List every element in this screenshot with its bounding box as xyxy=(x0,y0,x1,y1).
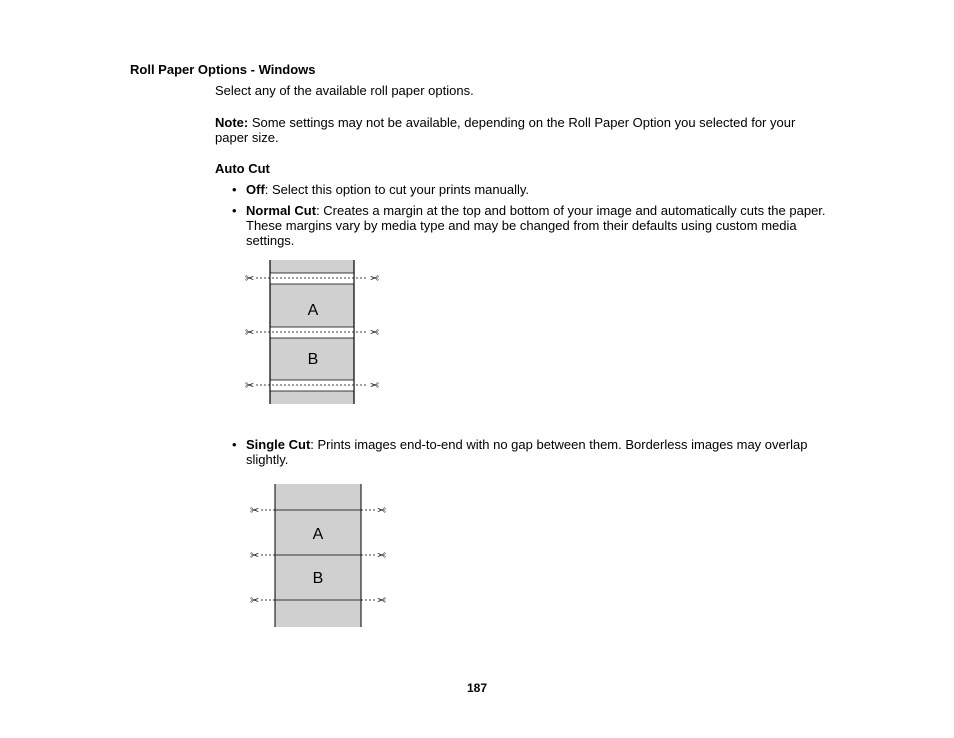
scissors-icon: ✂ xyxy=(245,273,255,285)
image-label-a: A xyxy=(312,526,324,543)
image-label-b: B xyxy=(307,351,319,368)
bullet-term: Single Cut xyxy=(246,437,311,452)
image-label-a: A xyxy=(307,302,319,319)
bullet-marker: • xyxy=(232,437,237,452)
bullet-marker: • xyxy=(232,203,237,218)
single-cut-diagram xyxy=(245,482,395,628)
bullet-marker: • xyxy=(232,182,237,197)
scissors-icon: ✂ xyxy=(376,505,386,517)
bullet-normal-cut xyxy=(246,203,826,248)
scissors-icon: ✂ xyxy=(250,505,260,517)
scissors-icon: ✂ xyxy=(245,327,255,339)
intro-paragraph: Select any of the available roll paper options. xyxy=(215,83,474,98)
note-label: Note: xyxy=(215,115,249,130)
page-number: 187 xyxy=(466,681,488,695)
bullet-desc: : Select this option to cut your prints manually. xyxy=(264,182,530,197)
scissors-icon: ✂ xyxy=(250,550,260,562)
bullet-desc: : Prints images end-to-end with no gap between them. Borderless images may overlap slightly. xyxy=(246,437,808,467)
section-title: Roll Paper Options - Windows xyxy=(130,62,316,77)
scissors-icon: ✂ xyxy=(250,595,260,607)
margin-gap xyxy=(271,380,354,391)
note-paragraph xyxy=(215,115,815,145)
note-text: Some settings may not be available, depending on the Roll Paper Option you selected for your paper size. xyxy=(215,115,796,145)
auto-cut-heading: Auto Cut xyxy=(215,161,270,176)
scissors-icon: ✂ xyxy=(376,595,386,607)
scissors-icon: ✂ xyxy=(245,380,255,392)
bullet-desc: : Creates a margin at the top and bottom of your image and automatically cuts the paper. These margins vary by media type and may be changed from their defaults using custom media settings. xyxy=(246,203,826,248)
paper-strip xyxy=(275,484,361,627)
bullet-term: Normal Cut xyxy=(246,203,317,218)
image-label-b: B xyxy=(312,570,324,587)
scissors-icon: ✂ xyxy=(369,380,379,392)
scissors-icon: ✂ xyxy=(369,327,379,339)
bullet-term: Off xyxy=(246,182,265,197)
scissors-icon: ✂ xyxy=(376,550,386,562)
bullet-single-cut xyxy=(246,437,826,467)
bullet-off xyxy=(246,182,826,197)
margin-gap xyxy=(271,327,354,338)
normal-cut-diagram xyxy=(240,258,390,406)
scissors-icon: ✂ xyxy=(369,273,379,285)
margin-gap xyxy=(271,273,354,284)
